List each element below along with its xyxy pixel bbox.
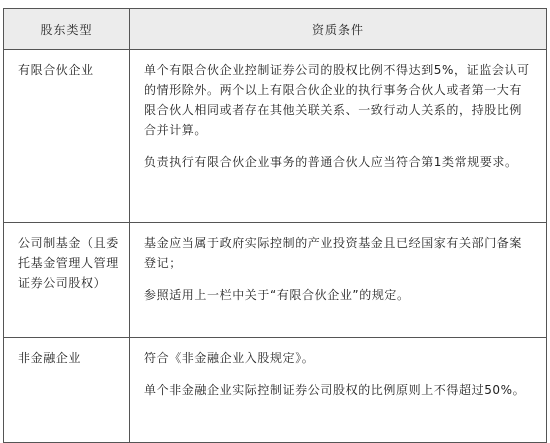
conditions-cell [130, 50, 547, 223]
table-row [4, 223, 547, 338]
header-shareholder-type: 股东类型 [4, 9, 130, 50]
condition-paragraph: 符合《非金融企业入股规定》。 [144, 351, 315, 365]
header-qualification-conditions: 资质条件 [130, 9, 547, 50]
condition-paragraph: 基金应当属于政府实际控制的产业投资基金且已经国家有关部门备案登记； [144, 236, 523, 270]
condition-paragraph: 参照适用上一栏中关于“有限合伙企业”的规定。 [144, 288, 410, 302]
shareholder-type-cell: 有限合伙企业 [4, 50, 130, 223]
condition-paragraph: 单个非金融企业实际控制证券公司股权的比例原则上不得超过50%。 [144, 383, 526, 397]
conditions-cell [130, 223, 547, 338]
table-header-row [4, 9, 547, 50]
qualification-table [3, 8, 547, 443]
conditions-cell [130, 338, 547, 443]
shareholder-type-cell: 公司制基金（且委托基金管理人管理证券公司股权） [4, 223, 130, 338]
table-row [4, 50, 547, 223]
condition-paragraph: 单个有限合伙企业控制证券公司的股权比例不得达到5%，证监会认可的情形除外。两个以上有限合伙企业的执行事务合伙人或者第一大有限合伙人相同或者存在其他关联关系、一致行动人关系的，持股比例合并计算。 [144, 63, 530, 137]
table-row [4, 338, 547, 443]
shareholder-type-cell: 非金融企业 [4, 338, 130, 443]
condition-paragraph: 负责执行有限合伙企业事务的普通合伙人应当符合第1类常规要求。 [144, 155, 518, 169]
